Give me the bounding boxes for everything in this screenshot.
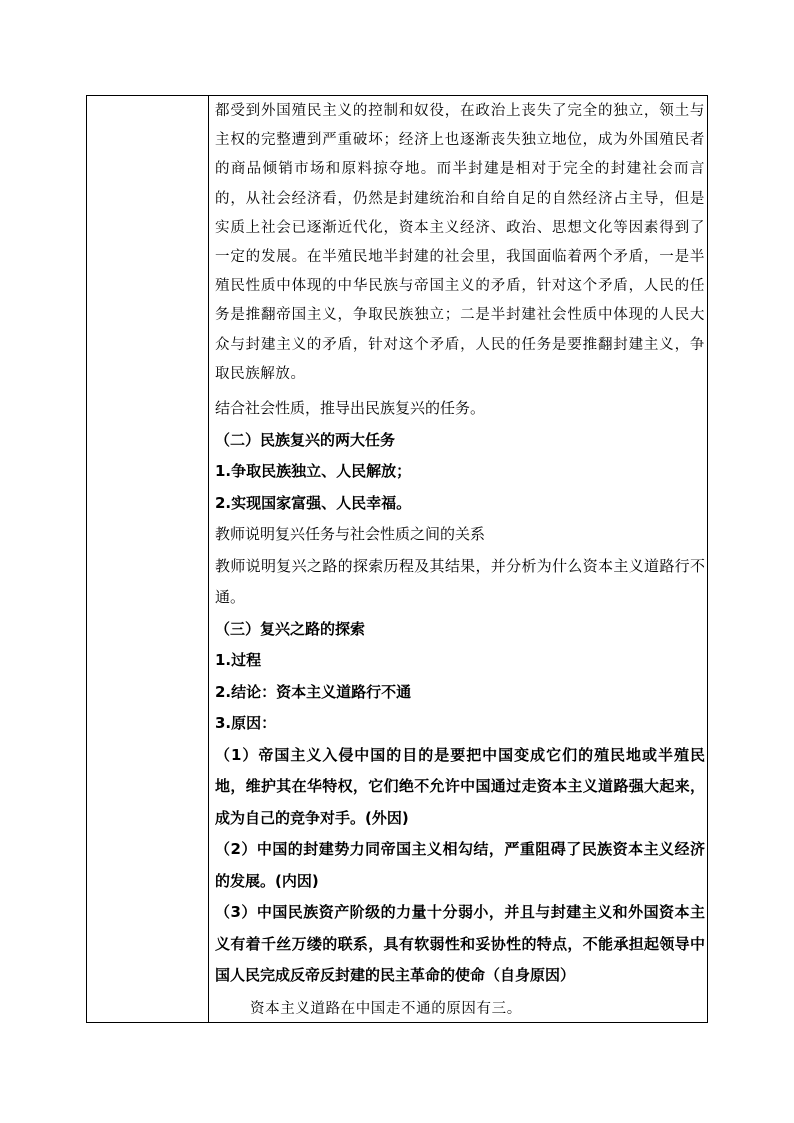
task-item-2: 2.实现国家富强、人民幸福。 — [215, 493, 412, 512]
conclusion-item: 2.结论：资本主义道路行不通 — [215, 682, 412, 701]
closing-line: 资本主义道路在中国走不通的原因有三。 — [250, 1000, 522, 1017]
column-divider — [208, 96, 209, 1022]
section-heading-two: （二）民族复兴的两大任务 — [215, 430, 396, 449]
task-item-1: 1.争取民族独立、人民解放； — [215, 462, 412, 481]
intro-paragraph: 都受到外国殖民主义的控制和奴役，在政治上丧失了完全的独立，领土与主权的完整遭到严重破坏；经济上也逐渐丧失独立地位，成为外国殖民者的商品倾销市场和原料掠夺地。而半封建是相对于完全的封建社会而言的，从社会经济看，仍然是封建统治和自给自足的自然经济占主导，但是实质上社会已逐渐近代化，资本主义经济、政治、思想文化等因素得到了一定的发展。在半殖民地半封建的社会里，我国面临着两个矛盾，一是半殖民性质中体现的中华民族与帝国主义的矛盾，针对这个矛盾，人民的任务是推翻帝国主义，争取民族独立；二是半封建社会性质中体现的人民大众与封建主义的矛盾，针对这个矛盾，人民的任务是要推翻封建主义，争取民族解放。 — [215, 103, 705, 382]
content-cell — [215, 96, 705, 1024]
reason-heading: 3.原因： — [215, 714, 277, 733]
section-heading-three: （三）复兴之路的探索 — [215, 619, 366, 638]
lesson-table — [86, 95, 708, 1023]
reason-3: （3）中国民族资产阶级的力量十分弱小，并且与封建主义和外国资本主义有着千丝万缕的联系，具有软弱性和妥协性的特点，不能承担起领导中国人民完成反帝反封建的民主革命的使命（自身原因） — [215, 903, 705, 985]
teacher-note-1: 教师说明复兴任务与社会性质之间的关系 — [215, 525, 486, 544]
reason-2: （2）中国的封建势力同帝国主义相勾结，严重阻碍了民族资本主义经济的发展。(内因) — [215, 840, 705, 890]
reason-1: （1）帝国主义入侵中国的目的是要把中国变成它们的殖民地或半殖民地，维护其在华特权，它们绝不允许中国通过走资本主义道路强大起来，成为自己的竞争对手。(外因) — [215, 745, 705, 827]
derive-task-line: 结合社会性质，推导出民族复兴的任务。 — [215, 399, 486, 418]
process-item: 1.过程 — [215, 651, 262, 670]
teacher-note-2: 教师说明复兴之路的探索历程及其结果，并分析为什么资本主义道路行不通。 — [215, 556, 705, 607]
